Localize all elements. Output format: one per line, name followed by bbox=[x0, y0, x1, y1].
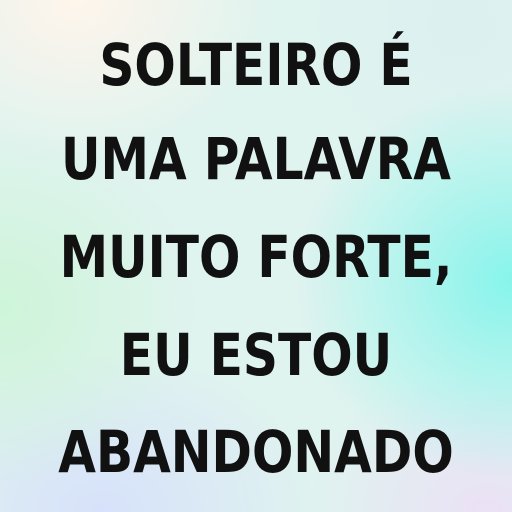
quote-line-4: EU ESTOU bbox=[119, 321, 393, 389]
quote-line-5: ABANDONADO bbox=[58, 418, 454, 486]
quote-line-3: MUITO FORTE, bbox=[59, 223, 453, 291]
quote-line-1: SOLTEIRO É bbox=[99, 31, 413, 99]
quote-line-2: UMA PALAVRA bbox=[60, 125, 452, 193]
